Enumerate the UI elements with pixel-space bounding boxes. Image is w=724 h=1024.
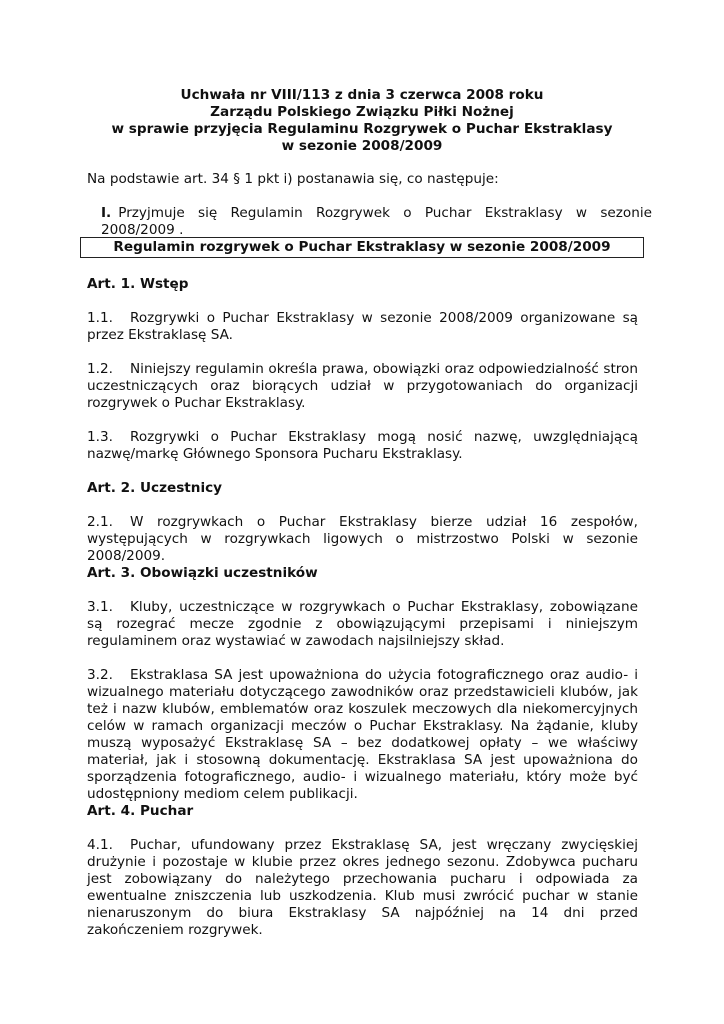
art2-heading: Art. 2. Uczestnicy: [87, 480, 223, 496]
header-line-1: Uchwała nr VIII/113 z dnia 3 czerwca 2008 roku: [180, 87, 544, 103]
paragraph-4-1: [87, 837, 638, 939]
paragraph-number: 4.1.: [87, 837, 113, 853]
paragraph-1-1: [87, 310, 638, 344]
paragraph-number: 1.3.: [87, 429, 113, 445]
paragraph-text: Rozgrywki o Puchar Ekstraklasy mogą nosić nazwę, uwzględniającą nazwę/markę Głównego Sponsora Pucharu Ekstraklasy.: [87, 429, 638, 462]
paragraph-text: Rozgrywki o Puchar Ekstraklasy w sezonie 2008/2009 organizowane są przez Ekstraklasę SA.: [87, 310, 638, 343]
header-line-3: w sprawie przyjęcia Regulaminu Rozgrywek o Puchar Ekstraklasy: [111, 121, 613, 137]
intro-paragraph: Na podstawie art. 34 § 1 pkt i) postanawia się, co następuje:: [87, 171, 499, 187]
resolution-header: [87, 87, 637, 155]
art4-heading: Art. 4. Puchar: [87, 803, 194, 819]
paragraph-number: 2.1.: [87, 514, 113, 530]
paragraph-3-1: [87, 599, 638, 650]
paragraph-text: Niniejszy regulamin określa prawa, obowiązki oraz odpowiedzialność stron uczestniczących oraz biorących udział w przygotowaniach do organizacji rozgrywek o Puchar Ekstraklasy.: [87, 361, 638, 411]
paragraph-text: Puchar, ufundowany przez Ekstraklasę SA, jest wręczany zwycięskiej drużynie i pozostaje w klubie przez okres jednego sezonu. Zdobywca pucharu jest zobowiązany do należytego przechowania pucharu i odpowiada za ewentualne zniszczenia lub uszkodzenia. Klub musi zwrócić puchar w stanie nienaruszonym do biura Ekstraklasy SA najpóźniej na 14 dni przed zakończeniem rozgrywek.: [87, 837, 638, 938]
paragraph-number: 3.1.: [87, 599, 113, 615]
paragraph-number: 3.2.: [87, 667, 113, 683]
header-line-2: Zarządu Polskiego Związku Piłki Nożnej: [210, 104, 514, 120]
paragraph-number: 1.1.: [87, 310, 113, 326]
regulation-title-box: Regulamin rozgrywek o Puchar Ekstraklasy w sezonie 2008/2009: [80, 237, 644, 258]
paragraph-text: Kluby, uczestniczące w rozgrywkach o Puchar Ekstraklasy, zobowiązane są rozegrać mecze zgodnie z obowiązującymi przepisami i niniejszym regulaminem oraz wystawiać w zawodach najsilniejszy skład.: [87, 599, 638, 649]
paragraph-text: W rozgrywkach o Puchar Ekstraklasy bierze udział 16 zespołów, występujących w rozgrywkach ligowych o mistrzostwo Polski w sezonie 2008/2009.: [87, 514, 638, 564]
resolution-item: [101, 205, 652, 239]
art1-heading: Art. 1. Wstęp: [87, 276, 189, 292]
paragraph-1-2: [87, 361, 638, 412]
resolution-numeral: I.: [101, 205, 112, 221]
paragraph-3-2: [87, 667, 638, 803]
art3-heading: Art. 3. Obowiązki uczestników: [87, 565, 318, 581]
resolution-text: Przyjmuje się Regulamin Rozgrywek o Puchar Ekstraklasy w sezonie 2008/2009 .: [101, 205, 652, 238]
paragraph-number: 1.2.: [87, 361, 113, 377]
paragraph-2-1: [87, 514, 638, 565]
header-line-4: w sezonie 2008/2009: [281, 138, 443, 154]
paragraph-text: Ekstraklasa SA jest upoważniona do użycia fotograficznego oraz audio- i wizualnego materiału dotyczącego zawodników oraz przedstawicieli klubów, jak też i nazw klubów, emblematów oraz koszulek meczowych dla niekomercyjnych celów w ramach organizacji meczów o Puchar Ekstraklasy. Na żądanie, kluby muszą wyposażyć Ekstraklasę SA – bez dodatkowej opłaty – we właściwy materiał, jak i stosowną dokumentację. Ekstraklasa SA jest upoważniona do sporządzenia fotograficznego, audio- i wizualnego materiału, który może być udostępniony mediom celem publikacji.: [87, 667, 638, 802]
paragraph-1-3: [87, 429, 638, 463]
